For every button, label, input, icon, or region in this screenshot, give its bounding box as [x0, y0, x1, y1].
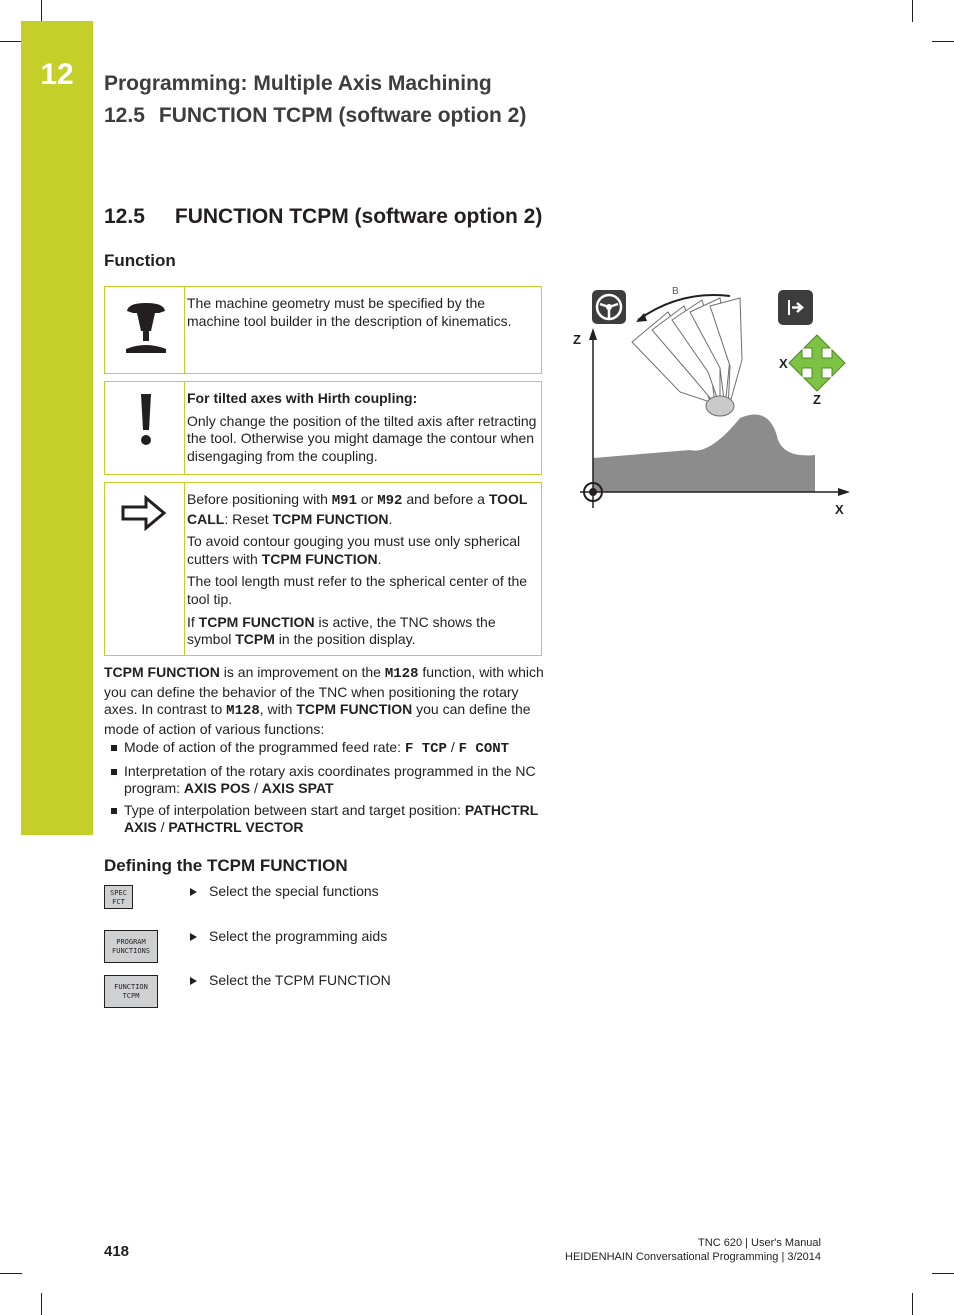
function-bullets	[104, 739, 546, 841]
bullet-item: Mode of action of the programmed feed rate: F TCP / F CONT	[104, 739, 546, 759]
function-tcpm-softkey[interactable]: FUNCTION TCPM	[104, 975, 158, 1008]
page-number: 418	[104, 1243, 130, 1260]
section-title	[104, 205, 542, 229]
step-select-special-functions: Select the special functions	[190, 883, 379, 899]
footer-publisher: HEIDENHAIN Conversational Programming | 3/2014	[565, 1251, 821, 1263]
workpiece-contour	[593, 414, 815, 492]
chapter-sidebar	[21, 21, 93, 835]
crop-mark	[0, 1273, 22, 1274]
step-arrow-icon	[190, 933, 197, 941]
note-icon-box	[105, 287, 185, 373]
note-warning-title: For tilted axes with Hirth coupling:	[187, 390, 418, 406]
crop-mark	[932, 1273, 954, 1274]
arrow-right-icon	[120, 493, 170, 533]
steering-wheel-icon	[592, 290, 626, 324]
z-axis-arrowhead	[589, 328, 597, 340]
intro-paragraph: TCPM FUNCTION is an improvement on the M128 function, with which you can define the behavior of the TNC when positioning the rotary axes. In contrast to M128, with TCPM FUNCTION you can define the mode of action of various functions:	[104, 664, 544, 737]
crop-mark	[41, 0, 42, 22]
label-z-axis: Z	[573, 332, 581, 347]
note-tip-p3: The tool length must refer to the spherical center of the tool tip.	[187, 573, 528, 607]
running-section-header	[104, 104, 526, 128]
bullet-item: Type of interpolation between start and target position: PATHCTRL AXIS / PATHCTRL VECTOR	[104, 802, 546, 837]
machine-tool-icon	[121, 295, 171, 363]
spec-fct-key[interactable]: SPEC FCT	[104, 885, 133, 909]
move-arrows-icon	[789, 335, 845, 391]
bullet-item: Interpretation of the rotary axis coordinates programmed in the NC program: AXIS POS / AXIS SPAT	[104, 763, 546, 798]
crop-mark	[41, 1293, 42, 1315]
running-section-number: 12.5	[104, 104, 145, 127]
note-warning-text: Only change the position of the tilted axis after retracting the tool. Otherwise you might damage the contour when disengaging from the coupling.	[187, 412, 537, 464]
exit-arrow-icon	[778, 290, 813, 325]
label-x-axis: X	[835, 502, 844, 517]
note-hirth-warning	[104, 381, 542, 475]
note-machine-builder	[104, 286, 542, 374]
section-number: 12.5	[104, 205, 145, 228]
tool-heads	[632, 298, 742, 416]
heading-defining: Defining the TCPM FUNCTION	[104, 856, 348, 875]
note-tip-p1: Before positioning with M91 or M92 and before a TOOL CALL: Reset TCPM FUNCTION.	[187, 491, 528, 527]
crop-mark	[912, 1293, 913, 1315]
note-icon-box	[105, 483, 185, 655]
section-name: FUNCTION TCPM (software option 2)	[174, 205, 543, 228]
step-arrow-icon	[190, 888, 197, 896]
chapter-title: Programming: Multiple Axis Machining	[104, 72, 492, 95]
label-z-arrows: Z	[813, 392, 821, 407]
heading-function: Function	[104, 251, 176, 270]
tcpm-figure	[570, 280, 860, 520]
crop-mark	[932, 41, 954, 42]
note-machine-text: The machine geometry must be specified by the machine tool builder in the description of kinematics.	[187, 295, 512, 329]
x-axis-arrowhead	[838, 488, 850, 496]
note-icon-box	[105, 382, 185, 474]
footer-manual: TNC 620 | User's Manual	[698, 1237, 821, 1249]
exclamation-icon	[121, 390, 171, 458]
label-x-arrows: X	[779, 356, 788, 371]
step-arrow-icon	[190, 977, 197, 985]
chapter-number: 12	[40, 58, 74, 91]
note-tcpm-tips	[104, 482, 542, 656]
crop-mark	[912, 0, 913, 22]
origin-dot	[589, 488, 597, 496]
crop-mark	[0, 41, 22, 42]
note-tip-p2: To avoid contour gouging you must use only spherical cutters with TCPM FUNCTION.	[187, 533, 521, 567]
running-section-title: FUNCTION TCPM (software option 2)	[158, 104, 527, 127]
step-select-tcpm-function: Select the TCPM FUNCTION	[190, 972, 391, 988]
note-tip-p4: If TCPM FUNCTION is active, the TNC shows the symbol TCPM in the position display.	[187, 613, 496, 648]
label-b: B	[672, 286, 679, 297]
program-functions-softkey[interactable]: PROGRAM FUNCTIONS	[104, 930, 158, 963]
step-select-programming-aids: Select the programming aids	[190, 928, 387, 944]
